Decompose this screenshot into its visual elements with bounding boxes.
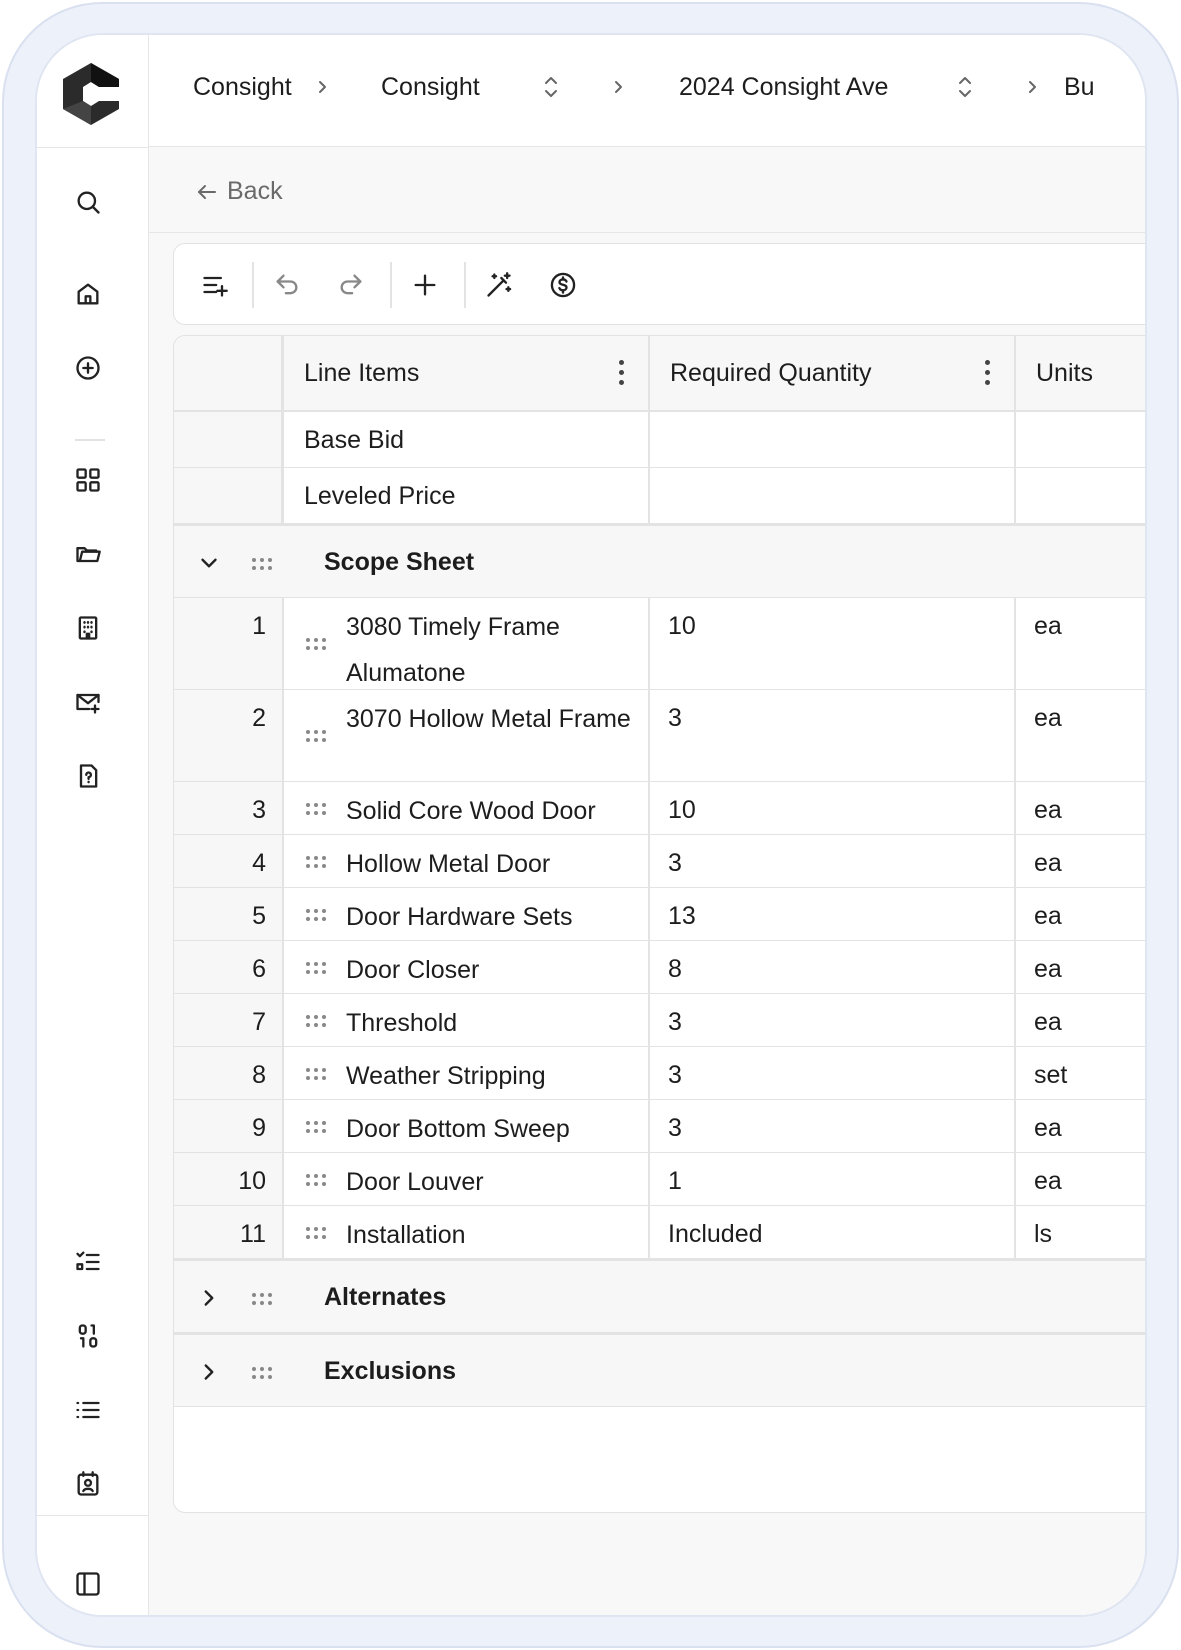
line-item-name: Door Hardware Sets bbox=[346, 903, 573, 931]
quantity-value: Included bbox=[668, 1220, 763, 1248]
quantity-value: 3 bbox=[668, 1114, 682, 1142]
toolbar-divider bbox=[464, 262, 466, 308]
redo-icon[interactable] bbox=[334, 268, 368, 302]
units-value: ea bbox=[1034, 849, 1062, 877]
chevron-right-icon[interactable] bbox=[196, 1285, 222, 1311]
row-index-cell bbox=[174, 941, 284, 993]
line-item-name: Weather Stripping bbox=[346, 1062, 546, 1090]
app-window bbox=[35, 33, 1147, 1617]
quantity-value: 10 bbox=[668, 612, 696, 640]
group-row[interactable] bbox=[174, 1259, 1147, 1333]
table-row bbox=[174, 835, 1147, 888]
quantity-cell[interactable] bbox=[650, 888, 1016, 940]
drag-handle-icon[interactable] bbox=[306, 1227, 326, 1239]
group-row[interactable] bbox=[174, 524, 1147, 598]
quantity-value: 13 bbox=[668, 902, 696, 930]
row-number: 5 bbox=[252, 902, 266, 930]
row-number: 10 bbox=[238, 1167, 266, 1195]
drag-handle-icon[interactable] bbox=[252, 1367, 272, 1379]
quantity-cell[interactable] bbox=[650, 598, 1016, 689]
chevrons-up-down-icon[interactable] bbox=[953, 72, 977, 102]
magic-wand-icon[interactable] bbox=[482, 268, 516, 302]
line-item-cell[interactable] bbox=[284, 1153, 650, 1205]
quantity-cell[interactable] bbox=[650, 782, 1016, 834]
quantity-cell[interactable] bbox=[650, 1047, 1016, 1099]
quantity-value: 10 bbox=[668, 796, 696, 824]
back-label: Back bbox=[227, 177, 283, 205]
row-index-cell bbox=[174, 1153, 284, 1205]
drag-handle-icon[interactable] bbox=[252, 558, 272, 570]
back-bar bbox=[149, 147, 1145, 233]
units-cell[interactable] bbox=[1016, 835, 1147, 887]
line-item-name: Door Closer bbox=[346, 956, 480, 984]
quantity-cell[interactable] bbox=[650, 690, 1016, 781]
chevron-right-icon bbox=[313, 75, 333, 99]
group-title: Exclusions bbox=[324, 1357, 456, 1385]
line-item-cell[interactable] bbox=[284, 835, 650, 887]
units-cell[interactable] bbox=[1016, 412, 1147, 467]
back-button[interactable] bbox=[195, 177, 283, 206]
line-item-cell[interactable] bbox=[284, 782, 650, 834]
mail-plus-icon[interactable] bbox=[73, 687, 103, 717]
drag-handle-icon[interactable] bbox=[306, 803, 326, 815]
row-number: 1 bbox=[252, 612, 266, 640]
table-row bbox=[174, 888, 1147, 941]
add-row-icon[interactable] bbox=[198, 268, 232, 302]
row-index-cell bbox=[174, 1047, 284, 1099]
line-item-cell[interactable] bbox=[284, 941, 650, 993]
table-toolbar bbox=[173, 243, 1147, 325]
drag-handle-icon[interactable] bbox=[306, 1015, 326, 1027]
summary-row bbox=[174, 412, 1147, 468]
quantity-value: 3 bbox=[668, 1061, 682, 1089]
row-number: 4 bbox=[252, 849, 266, 877]
line-item-cell[interactable] bbox=[284, 1047, 650, 1099]
quantity-cell[interactable] bbox=[650, 835, 1016, 887]
table-row bbox=[174, 782, 1147, 835]
table-row bbox=[174, 994, 1147, 1047]
list-icon[interactable] bbox=[73, 1395, 103, 1425]
arrow-left-icon bbox=[195, 180, 219, 204]
line-item-name: Hollow Metal Door bbox=[346, 850, 551, 878]
chevron-right-icon bbox=[609, 75, 629, 99]
breadcrumb bbox=[149, 35, 1145, 147]
line-item-cell bbox=[284, 468, 650, 523]
line-item-name: 3070 Hollow Metal Frame bbox=[346, 705, 631, 733]
header-index-cell bbox=[174, 336, 284, 410]
line-item-name: Door Louver bbox=[346, 1168, 484, 1196]
quantity-value: 8 bbox=[668, 955, 682, 983]
contact-icon[interactable] bbox=[73, 1469, 103, 1499]
units-value: ea bbox=[1034, 902, 1062, 930]
summary-label: Leveled Price bbox=[304, 482, 456, 510]
row-index-cell bbox=[174, 1206, 284, 1258]
search-icon[interactable] bbox=[73, 187, 103, 217]
breadcrumb-item-current[interactable]: Bu bbox=[1064, 73, 1095, 101]
quantity-cell[interactable] bbox=[650, 994, 1016, 1046]
units-cell[interactable] bbox=[1016, 782, 1147, 834]
breadcrumb-item-company[interactable]: Consight bbox=[193, 73, 292, 101]
quantity-cell[interactable] bbox=[650, 941, 1016, 993]
row-index-cell bbox=[174, 888, 284, 940]
breadcrumb-item-account[interactable]: Consight bbox=[381, 73, 480, 101]
list-checks-icon[interactable] bbox=[73, 1247, 103, 1277]
drag-handle-icon[interactable] bbox=[306, 962, 326, 974]
table-row bbox=[174, 941, 1147, 994]
table-row bbox=[174, 598, 1147, 690]
row-number: 3 bbox=[252, 796, 266, 824]
sidebar-bottom-divider bbox=[37, 1515, 149, 1516]
bid-leveling-table bbox=[173, 335, 1147, 1513]
undo-icon[interactable] bbox=[270, 268, 304, 302]
group-title: Alternates bbox=[324, 1283, 447, 1311]
quantity-cell[interactable] bbox=[650, 1153, 1016, 1205]
units-cell[interactable] bbox=[1016, 888, 1147, 940]
folder-icon[interactable] bbox=[73, 539, 103, 569]
table-row bbox=[174, 690, 1147, 782]
units-value: ea bbox=[1034, 612, 1062, 640]
units-cell[interactable] bbox=[1016, 598, 1147, 689]
units-cell[interactable] bbox=[1016, 941, 1147, 993]
header-label: Units bbox=[1036, 359, 1093, 387]
chevrons-up-down-icon[interactable] bbox=[539, 72, 563, 102]
row-index-cell bbox=[174, 598, 284, 689]
quantity-cell[interactable] bbox=[650, 412, 1016, 467]
file-question-icon[interactable] bbox=[73, 761, 103, 791]
summary-row bbox=[174, 468, 1147, 524]
quantity-cell[interactable] bbox=[650, 1206, 1016, 1258]
units-cell[interactable] bbox=[1016, 1206, 1147, 1258]
line-item-name: Installation bbox=[346, 1221, 466, 1249]
row-number: 8 bbox=[252, 1061, 266, 1089]
plus-icon[interactable] bbox=[408, 268, 442, 302]
drag-handle-icon[interactable] bbox=[306, 1068, 326, 1080]
row-index-cell bbox=[174, 1100, 284, 1152]
units-value: ea bbox=[1034, 1008, 1062, 1036]
quantity-value: 3 bbox=[668, 704, 682, 732]
quantity-value: 3 bbox=[668, 849, 682, 877]
row-index-cell bbox=[174, 690, 284, 781]
column-menu-icon[interactable] bbox=[982, 360, 992, 388]
toolbar-divider bbox=[390, 262, 392, 308]
logo-divider bbox=[37, 147, 149, 148]
row-index-cell bbox=[174, 994, 284, 1046]
dollar-circle-icon[interactable] bbox=[546, 268, 580, 302]
line-item-name: 3080 Timely Frame Alumatone bbox=[346, 613, 560, 687]
panel-left-icon[interactable] bbox=[73, 1569, 103, 1599]
drag-handle-icon[interactable] bbox=[306, 1174, 326, 1186]
sidebar-separator bbox=[75, 439, 105, 441]
drag-handle-icon[interactable] bbox=[306, 638, 326, 650]
header-units[interactable] bbox=[1016, 336, 1147, 410]
table-row bbox=[174, 1206, 1147, 1259]
toolbar-divider bbox=[252, 262, 254, 308]
chevron-right-icon[interactable] bbox=[196, 1359, 222, 1385]
row-number: 11 bbox=[240, 1220, 266, 1248]
drag-handle-icon[interactable] bbox=[306, 1121, 326, 1133]
table-row bbox=[174, 1100, 1147, 1153]
line-item-name: Threshold bbox=[346, 1009, 458, 1037]
line-item-cell[interactable] bbox=[284, 598, 650, 689]
units-value: ls bbox=[1034, 1220, 1053, 1248]
quantity-value: 3 bbox=[668, 1008, 682, 1036]
header-required-quantity[interactable] bbox=[650, 336, 1016, 410]
column-menu-icon[interactable] bbox=[616, 360, 626, 388]
quantity-cell[interactable] bbox=[650, 468, 1016, 523]
binary-icon[interactable] bbox=[73, 1321, 103, 1351]
header-label: Required Quantity bbox=[670, 359, 872, 387]
quantity-value: 1 bbox=[668, 1167, 682, 1195]
units-value: ea bbox=[1034, 704, 1062, 732]
units-cell[interactable] bbox=[1016, 468, 1147, 523]
row-index-cell bbox=[174, 412, 284, 467]
drag-handle-icon[interactable] bbox=[252, 1293, 272, 1305]
row-number: 7 bbox=[252, 1008, 266, 1036]
group-row[interactable] bbox=[174, 1333, 1147, 1407]
row-index-cell bbox=[174, 468, 284, 523]
line-item-cell bbox=[284, 412, 650, 467]
header-label: Line Items bbox=[304, 359, 420, 387]
drag-handle-icon[interactable] bbox=[306, 730, 326, 742]
breadcrumb-item-project[interactable]: 2024 Consight Ave bbox=[679, 73, 889, 101]
home-icon[interactable] bbox=[73, 279, 103, 309]
line-item-name: Solid Core Wood Door bbox=[346, 797, 596, 825]
drag-handle-icon[interactable] bbox=[306, 909, 326, 921]
units-value: ea bbox=[1034, 1167, 1062, 1195]
header-line-items[interactable] bbox=[284, 336, 650, 410]
chevron-right-icon bbox=[1023, 75, 1043, 99]
table-header-row bbox=[174, 336, 1147, 412]
row-index-cell bbox=[174, 835, 284, 887]
line-item-cell[interactable] bbox=[284, 888, 650, 940]
table-row bbox=[174, 1153, 1147, 1206]
building-icon[interactable] bbox=[73, 613, 103, 643]
units-cell[interactable] bbox=[1016, 1047, 1147, 1099]
units-cell[interactable] bbox=[1016, 994, 1147, 1046]
units-cell[interactable] bbox=[1016, 1153, 1147, 1205]
line-item-cell[interactable] bbox=[284, 1100, 650, 1152]
units-value: ea bbox=[1034, 1114, 1062, 1142]
line-item-cell[interactable] bbox=[284, 1206, 650, 1258]
units-cell[interactable] bbox=[1016, 690, 1147, 781]
chevron-down-icon[interactable] bbox=[196, 550, 222, 576]
row-number: 9 bbox=[252, 1114, 266, 1142]
drag-handle-icon[interactable] bbox=[306, 856, 326, 868]
units-value: set bbox=[1034, 1061, 1068, 1089]
row-index-cell bbox=[174, 782, 284, 834]
quantity-cell[interactable] bbox=[650, 1100, 1016, 1152]
row-number: 6 bbox=[252, 955, 266, 983]
units-cell[interactable] bbox=[1016, 1100, 1147, 1152]
line-item-cell[interactable] bbox=[284, 994, 650, 1046]
row-number: 2 bbox=[252, 704, 266, 732]
line-item-name: Door Bottom Sweep bbox=[346, 1115, 570, 1143]
dashboard-icon[interactable] bbox=[73, 465, 103, 495]
plus-circle-icon[interactable] bbox=[73, 353, 103, 383]
summary-label: Base Bid bbox=[304, 426, 405, 454]
table-row bbox=[174, 1047, 1147, 1100]
units-value: ea bbox=[1034, 796, 1062, 824]
line-item-cell[interactable] bbox=[284, 690, 650, 781]
units-value: ea bbox=[1034, 955, 1062, 983]
sidebar bbox=[37, 35, 149, 1615]
group-title: Scope Sheet bbox=[324, 548, 475, 576]
app-logo[interactable] bbox=[61, 61, 121, 127]
